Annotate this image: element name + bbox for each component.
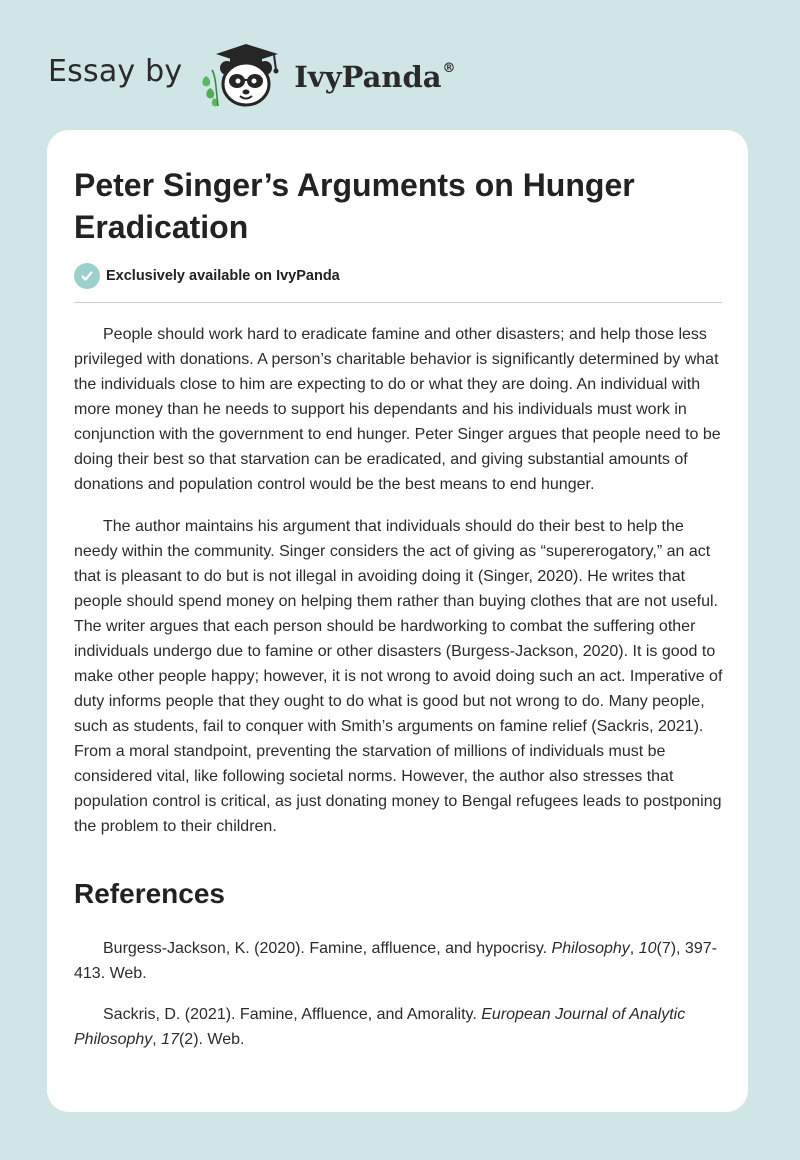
brand-prefix: Essay by <box>48 53 183 89</box>
reference-pages: (7), 397-413. Web. <box>74 940 717 982</box>
exclusive-label: Exclusively available on IvyPanda <box>106 268 340 284</box>
essay-card <box>47 130 748 1112</box>
site-header <box>48 40 456 110</box>
body-paragraph: The author maintains his argument that individuals should do their best to help the needy within the community. Singer considers the act of giving as “supererogatory,” an act that is pleasant to do but is not illegal in avoiding doing it (Singer, 2020). He writes that people should spend money on helping them rather than buying clothes that are not useful. The writer argues that each person should be hardworking to combat the suffering other individuals undergo due to famine or other disasters (Burgess-Jackson, 2020). It is good to make other people happy; however, it is not wrong to avoid doing such an act. Imperative of duty informs people that they ought to do what is good but not wrong to do. Many people, such as students, fail to conquer with Smith’s arguments on famine relief (Sackris, 2021). From a moral standpoint, preventing the starvation of millions of individuals must be considered vital, like following societal norms. However, the author also stresses that population control is critical, as just donating money to Bengal refugees leads to postponing the problem to their children. <box>74 518 723 835</box>
reference-text: Sackris, D. (2021). Famine, Affluence, and Amorality. <box>103 1006 482 1023</box>
references-list <box>74 936 724 1068</box>
reference-volume: 17 <box>161 1031 179 1048</box>
reference-volume: 10 <box>638 940 657 957</box>
check-circle-icon <box>74 263 100 289</box>
title-divider <box>74 302 722 303</box>
brand-name-text: IvyPanda <box>294 60 442 94</box>
reference-separator: , <box>152 1031 162 1048</box>
reference-text: Burgess-Jackson, K. (2020). Famine, affluence, and hypocrisy. <box>103 940 552 957</box>
registered-mark: ® <box>442 61 456 77</box>
reference-item <box>74 936 724 986</box>
panda-graduate-icon <box>196 40 288 110</box>
brand-name <box>294 60 455 94</box>
reference-pages: (2). Web. <box>178 1031 245 1048</box>
reference-item <box>74 1002 724 1052</box>
reference-journal: European Journal of Analytic Philosophy <box>74 1006 686 1048</box>
reference-separator: , <box>629 940 639 957</box>
reference-journal: Philosophy <box>551 940 630 957</box>
exclusive-badge <box>74 263 340 289</box>
references-heading: References <box>74 878 225 909</box>
essay-title: Peter Singer’s Arguments on Hunger Eradication <box>74 167 635 245</box>
essay-body <box>74 322 724 856</box>
body-paragraph: People should work hard to eradicate famine and other disasters; and help those less privileged with donations. A person’s charitable behavior is significantly determined by what the individuals close to him are expecting to do or what they are doing. An individual with more money than he needs to support his dependants and his individuals must work in conjunction with the government to end hunger. Peter Singer argues that people need to be doing their best so that starvation can be eradicated, and giving substantial amounts of donations and population control would be the best means to end hunger. <box>74 326 721 493</box>
